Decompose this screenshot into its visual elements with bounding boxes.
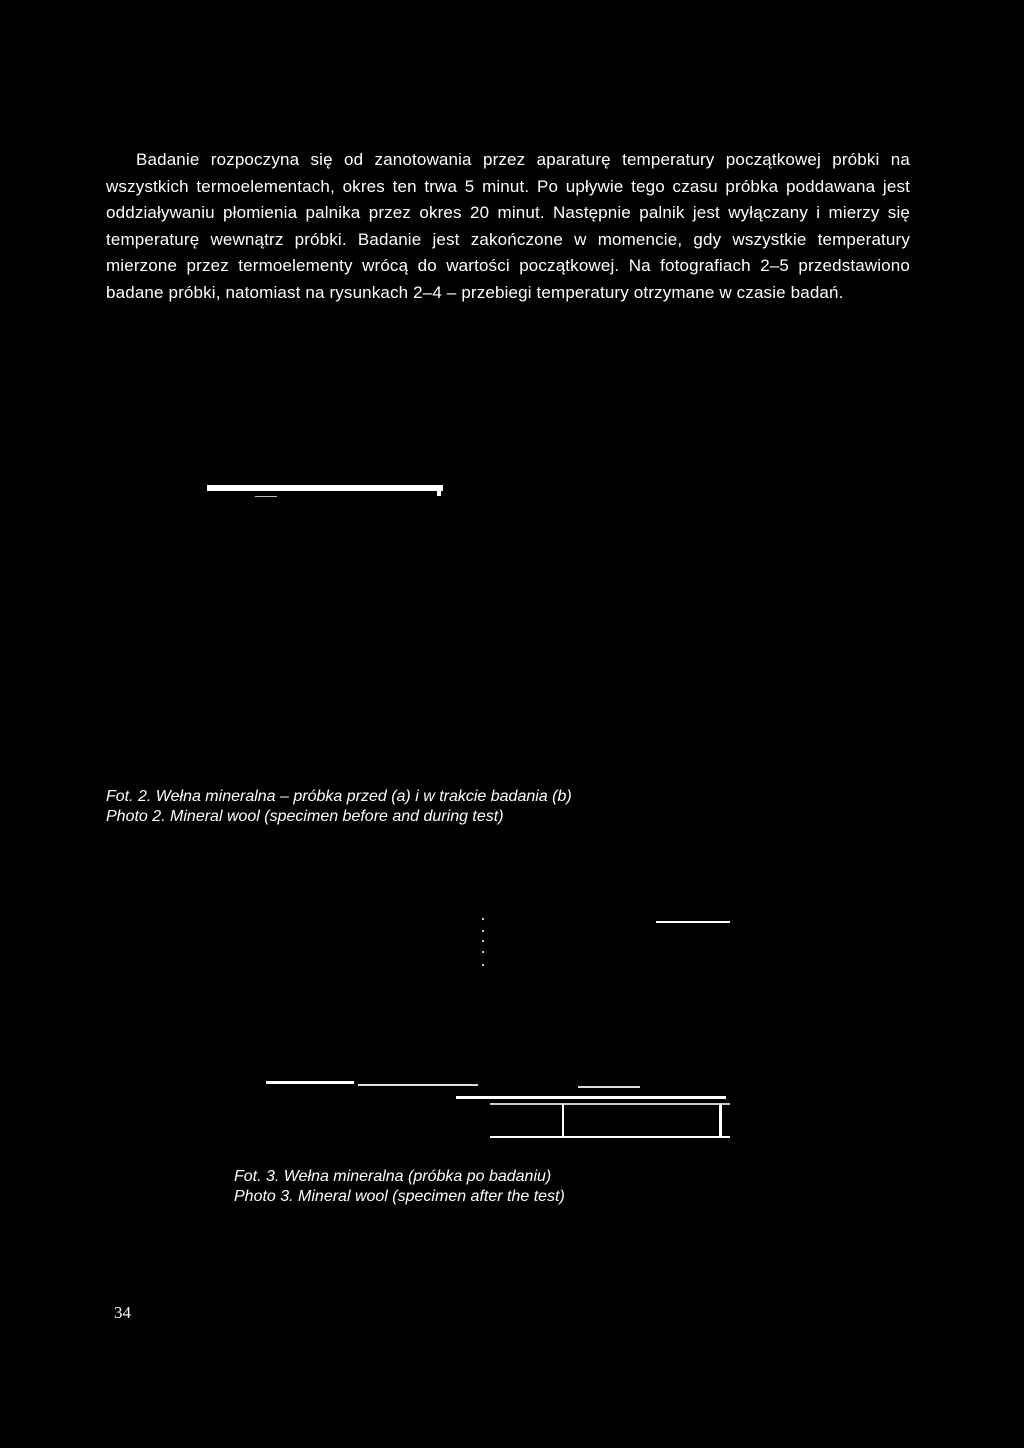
body-paragraph: Badanie rozpoczyna się od zanotowania przez aparaturę temperatury początkowej próbki na wszystkich termoelementach, okres ten trwa 5 minut. Po upływie tego czasu próbka poddawana jest oddziaływaniu płomienia palnika przez okres 20 minut. Następnie palnik jest wyłączany i mierzy się temperaturę wewnątrz próbki. Badanie jest zakończone w momencie, gdy wszystkie temperatury mierzone przez termoelementy wrócą do wartości początkowej. Na fotografiach 2–5 przedstawiono badane próbki, natomiast na rysunkach 2–4 – przebiegi temperatury otrzymane w czasie badań. bbox=[106, 150, 910, 302]
photo-3-caption-en: Photo 3. Mineral wool (specimen after the test) bbox=[234, 1188, 565, 1205]
photo-3-caption bbox=[234, 1167, 565, 1207]
photo-2-caption bbox=[106, 787, 572, 827]
photo-3-artifact-dots bbox=[482, 918, 486, 968]
photo-2-caption-en: Photo 2. Mineral wool (specimen before and during test) bbox=[106, 808, 504, 825]
page-number: 34 bbox=[114, 1303, 131, 1322]
photo-3-caption-pl: Fot. 3. Wełna mineralna (próbka po badaniu) bbox=[234, 1168, 552, 1185]
photo-2-caption-pl: Fot. 2. Wełna mineralna – próbka przed (a) i w trakcie badania (b) bbox=[106, 788, 572, 805]
photo-mineral-wool-after bbox=[266, 900, 730, 1140]
photo-mineral-wool-before-during bbox=[207, 484, 443, 774]
